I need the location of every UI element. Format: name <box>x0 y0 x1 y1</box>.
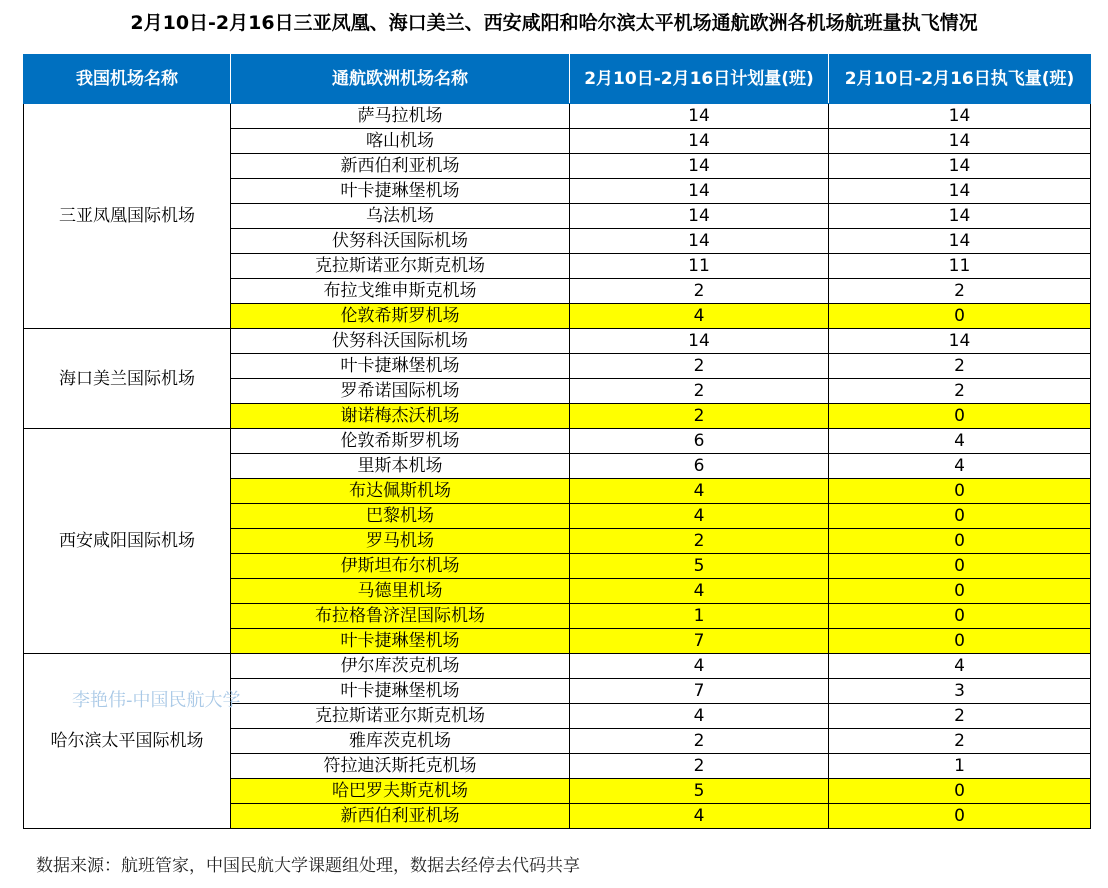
planned-flights-cell: 7 <box>570 629 829 654</box>
chart-title: 2月10日-2月16日三亚凤凰、海口美兰、西安咸阳和哈尔滨太平机场通航欧洲各机场航班量执飞情况 <box>130 12 978 34</box>
table-row <box>24 329 1091 354</box>
planned-flights-cell: 6 <box>570 429 829 454</box>
executed-flights-cell: 3 <box>829 679 1091 704</box>
planned-flights-cell: 2 <box>570 754 829 779</box>
table-header-row <box>24 55 1091 104</box>
europe-airport-cell: 叶卡捷琳堡机场 <box>231 629 570 654</box>
planned-flights-cell: 6 <box>570 454 829 479</box>
executed-flights-cell: 0 <box>829 629 1091 654</box>
executed-flights-cell: 0 <box>829 604 1091 629</box>
europe-airport-cell: 伦敦希斯罗机场 <box>231 429 570 454</box>
europe-airport-cell: 布拉戈维申斯克机场 <box>231 279 570 304</box>
europe-airport-cell: 克拉斯诺亚尔斯克机场 <box>231 254 570 279</box>
europe-airport-cell: 布拉格鲁济涅国际机场 <box>231 604 570 629</box>
executed-flights-cell: 1 <box>829 754 1091 779</box>
planned-flights-cell: 14 <box>570 154 829 179</box>
column-header: 我国机场名称 <box>24 55 231 104</box>
europe-airport-cell: 罗马机场 <box>231 529 570 554</box>
europe-airport-cell: 乌法机场 <box>231 204 570 229</box>
europe-airport-cell: 雅库茨克机场 <box>231 729 570 754</box>
executed-flights-cell: 0 <box>829 504 1091 529</box>
planned-flights-cell: 7 <box>570 679 829 704</box>
planned-flights-cell: 14 <box>570 229 829 254</box>
planned-flights-cell: 4 <box>570 704 829 729</box>
executed-flights-cell: 2 <box>829 704 1091 729</box>
executed-flights-cell: 2 <box>829 279 1091 304</box>
planned-flights-cell: 14 <box>570 104 829 129</box>
europe-airport-cell: 克拉斯诺亚尔斯克机场 <box>231 704 570 729</box>
planned-flights-cell: 2 <box>570 379 829 404</box>
planned-flights-cell: 4 <box>570 579 829 604</box>
table-row <box>24 429 1091 454</box>
executed-flights-cell: 0 <box>829 804 1091 829</box>
domestic-airport-cell: 海口美兰国际机场 <box>24 329 231 429</box>
europe-airport-cell: 新西伯利亚机场 <box>231 154 570 179</box>
planned-flights-cell: 2 <box>570 729 829 754</box>
planned-flights-cell: 14 <box>570 204 829 229</box>
europe-airport-cell: 喀山机场 <box>231 129 570 154</box>
executed-flights-cell: 0 <box>829 779 1091 804</box>
executed-flights-cell: 4 <box>829 429 1091 454</box>
executed-flights-cell: 4 <box>829 454 1091 479</box>
domestic-airport-cell: 三亚凤凰国际机场 <box>24 104 231 329</box>
watermark: 李艳伟-中国民航大学 <box>72 690 241 711</box>
source-note: 数据来源：航班管家，中国民航大学课题组处理，数据去经停去代码共享 <box>36 856 580 876</box>
executed-flights-cell: 0 <box>829 304 1091 329</box>
planned-flights-cell: 4 <box>570 654 829 679</box>
europe-airport-cell: 萨马拉机场 <box>231 104 570 129</box>
europe-airport-cell: 伦敦希斯罗机场 <box>231 304 570 329</box>
executed-flights-cell: 2 <box>829 379 1091 404</box>
europe-airport-cell: 罗希诺国际机场 <box>231 379 570 404</box>
europe-airport-cell: 哈巴罗夫斯克机场 <box>231 779 570 804</box>
flight-table <box>23 54 1091 829</box>
europe-airport-cell: 伏努科沃国际机场 <box>231 229 570 254</box>
executed-flights-cell: 14 <box>829 229 1091 254</box>
planned-flights-cell: 14 <box>570 329 829 354</box>
europe-airport-cell: 布达佩斯机场 <box>231 479 570 504</box>
domestic-airport-cell: 西安咸阳国际机场 <box>24 429 231 654</box>
planned-flights-cell: 4 <box>570 804 829 829</box>
executed-flights-cell: 14 <box>829 154 1091 179</box>
planned-flights-cell: 4 <box>570 479 829 504</box>
europe-airport-cell: 巴黎机场 <box>231 504 570 529</box>
planned-flights-cell: 2 <box>570 404 829 429</box>
executed-flights-cell: 14 <box>829 104 1091 129</box>
column-header: 通航欧洲机场名称 <box>231 55 570 104</box>
table-row <box>24 104 1091 129</box>
executed-flights-cell: 0 <box>829 479 1091 504</box>
planned-flights-cell: 4 <box>570 304 829 329</box>
europe-airport-cell: 伊尔库茨克机场 <box>231 654 570 679</box>
planned-flights-cell: 4 <box>570 504 829 529</box>
executed-flights-cell: 0 <box>829 404 1091 429</box>
table-row <box>24 654 1091 679</box>
europe-airport-cell: 伊斯坦布尔机场 <box>231 554 570 579</box>
executed-flights-cell: 2 <box>829 729 1091 754</box>
executed-flights-cell: 11 <box>829 254 1091 279</box>
executed-flights-cell: 0 <box>829 554 1091 579</box>
europe-airport-cell: 叶卡捷琳堡机场 <box>231 354 570 379</box>
planned-flights-cell: 1 <box>570 604 829 629</box>
europe-airport-cell: 里斯本机场 <box>231 454 570 479</box>
planned-flights-cell: 5 <box>570 779 829 804</box>
europe-airport-cell: 新西伯利亚机场 <box>231 804 570 829</box>
planned-flights-cell: 5 <box>570 554 829 579</box>
column-header: 2月10日-2月16日执飞量(班) <box>829 55 1091 104</box>
europe-airport-cell: 伏努科沃国际机场 <box>231 329 570 354</box>
europe-airport-cell: 叶卡捷琳堡机场 <box>231 179 570 204</box>
executed-flights-cell: 14 <box>829 329 1091 354</box>
executed-flights-cell: 0 <box>829 529 1091 554</box>
europe-airport-cell: 谢诺梅杰沃机场 <box>231 404 570 429</box>
europe-airport-cell: 马德里机场 <box>231 579 570 604</box>
executed-flights-cell: 14 <box>829 204 1091 229</box>
planned-flights-cell: 11 <box>570 254 829 279</box>
planned-flights-cell: 14 <box>570 179 829 204</box>
planned-flights-cell: 14 <box>570 129 829 154</box>
table-body <box>24 104 1091 829</box>
europe-airport-cell: 符拉迪沃斯托克机场 <box>231 754 570 779</box>
executed-flights-cell: 14 <box>829 179 1091 204</box>
executed-flights-cell: 0 <box>829 579 1091 604</box>
europe-airport-cell: 叶卡捷琳堡机场 <box>231 679 570 704</box>
executed-flights-cell: 4 <box>829 654 1091 679</box>
executed-flights-cell: 2 <box>829 354 1091 379</box>
domestic-airport-cell: 哈尔滨太平国际机场 <box>24 654 231 829</box>
executed-flights-cell: 14 <box>829 129 1091 154</box>
planned-flights-cell: 2 <box>570 529 829 554</box>
planned-flights-cell: 2 <box>570 279 829 304</box>
planned-flights-cell: 2 <box>570 354 829 379</box>
column-header: 2月10日-2月16日计划量(班) <box>570 55 829 104</box>
